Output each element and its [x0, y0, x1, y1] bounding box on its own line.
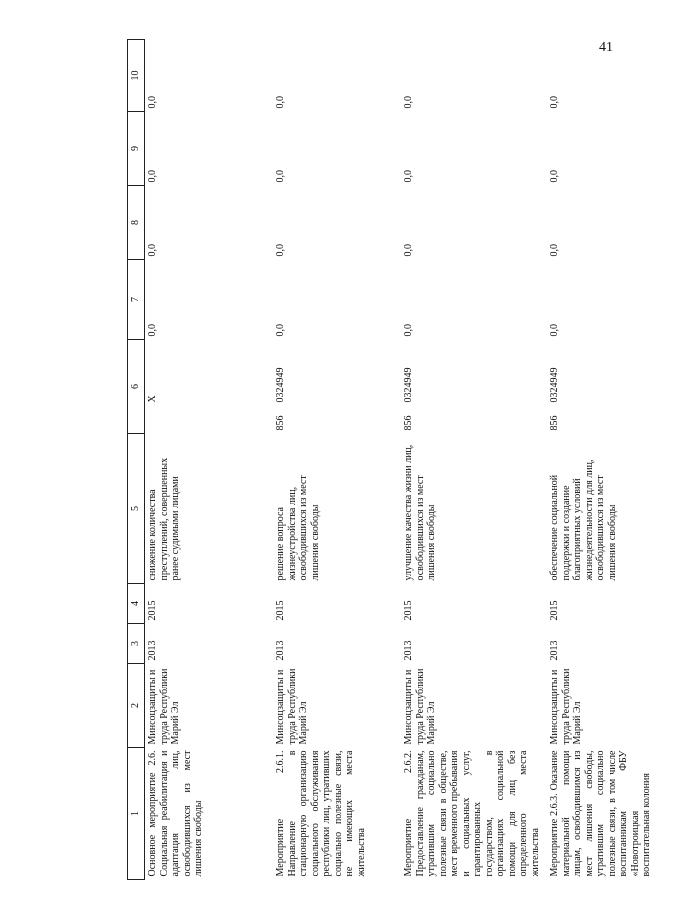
value-col9: 0,0 [275, 170, 286, 183]
grbs-code: 856 [275, 415, 286, 431]
header-cell: 4 [128, 584, 145, 624]
table-row [547, 40, 681, 880]
measure-name: Основное мероприятие 2.6. Социальная реабилитация и адаптация лиц, освободившихся из мест лишения свободы [147, 750, 204, 877]
rotated-table-container [127, 40, 652, 880]
value-col8: 0,0 [403, 244, 414, 257]
expected-result: улучшение качества жизни лиц, освободившихся из мест лишения свободы [403, 444, 437, 581]
budget-code: 0324949 [275, 367, 286, 403]
header-cell: 6 [128, 340, 145, 434]
budget-code: X [147, 395, 158, 403]
value-col7: 0,0 [275, 324, 286, 337]
executor: Минсоцзащиты и труда Республики Марий Эл [403, 668, 437, 745]
measure-name: Мероприятие 2.6.3. Оказание материальной помощи лицам, освободившимся из мест лишения свободы, утратившим социально полезные связи, в том числе воспитанникам ФБУ «Новотроицкая воспитательная колония [549, 750, 652, 877]
value-col8: 0,0 [147, 244, 158, 257]
value-col10: 0,0 [147, 96, 158, 109]
start-year: 2013 [403, 640, 414, 661]
header-cell: 2 [128, 664, 145, 748]
executor: Минсоцзащиты и труда Республики Марий Эл [147, 668, 181, 745]
header-row [128, 40, 145, 880]
header-cell: 8 [128, 186, 145, 260]
executor: Минсоцзащиты и труда Республики Марий Эл [275, 668, 309, 745]
value-col7: 0,0 [403, 324, 414, 337]
value-col7: 0,0 [549, 324, 560, 337]
value-col9: 0,0 [403, 170, 414, 183]
header-cell: 7 [128, 260, 145, 340]
expected-result: снижение количества преступлений, совершенных ранее судимыми лицами [147, 457, 181, 581]
value-col7: 0,0 [147, 324, 158, 337]
header-cell: 3 [128, 624, 145, 664]
value-col8: 0,0 [549, 244, 560, 257]
end-year: 2015 [147, 600, 158, 621]
budget-code: 0324949 [549, 367, 560, 403]
expected-result: обеспечение социальной поддержки и создание благоприятных условий жизнедеятельности для лиц, освободившихся из мест лишения свободы [549, 459, 618, 581]
start-year: 2013 [275, 640, 286, 661]
value-col8: 0,0 [275, 244, 286, 257]
measures-table [127, 39, 681, 880]
end-year: 2015 [275, 600, 286, 621]
measure-name: Мероприятие 2.6.1. Направление в стационарную организацию социального обслуживания республики лиц, утративших социально полезные связи, не имеющих места жительства [275, 750, 367, 877]
expected-result: решение вопроса жизнеустройства лиц, освободившихся из мест лишения свободы [275, 475, 321, 581]
start-year: 2013 [147, 640, 158, 661]
value-col9: 0,0 [147, 170, 158, 183]
table-row [401, 40, 547, 880]
measure-name: Мероприятие 2.6.2. Предоставление гражданам, утратившим социально полезные связи в обществе, мест временного пребывания и социальных услуг, гарантированных государством, в организациях социальной помощи для лиц без определенного места жительства [403, 750, 541, 877]
grbs-code: 856 [549, 415, 560, 431]
header-cell: 5 [128, 434, 145, 584]
header-cell: 10 [128, 40, 145, 112]
header-cell: 1 [128, 748, 145, 880]
grbs-code: 856 [403, 415, 414, 431]
start-year: 2013 [549, 640, 560, 661]
end-year: 2015 [549, 600, 560, 621]
value-col10: 0,0 [275, 96, 286, 109]
page-number: 41 [599, 40, 613, 55]
table-row [145, 40, 274, 880]
value-col10: 0,0 [403, 96, 414, 109]
table-row [273, 40, 401, 880]
value-col9: 0,0 [549, 170, 560, 183]
executor: Минсоцзащиты и труда Республики Марий Эл [549, 668, 583, 745]
end-year: 2015 [403, 600, 414, 621]
value-col10: 0,0 [549, 96, 560, 109]
budget-code: 0324949 [403, 367, 414, 403]
header-cell: 9 [128, 112, 145, 186]
grbs-code [145, 406, 274, 434]
